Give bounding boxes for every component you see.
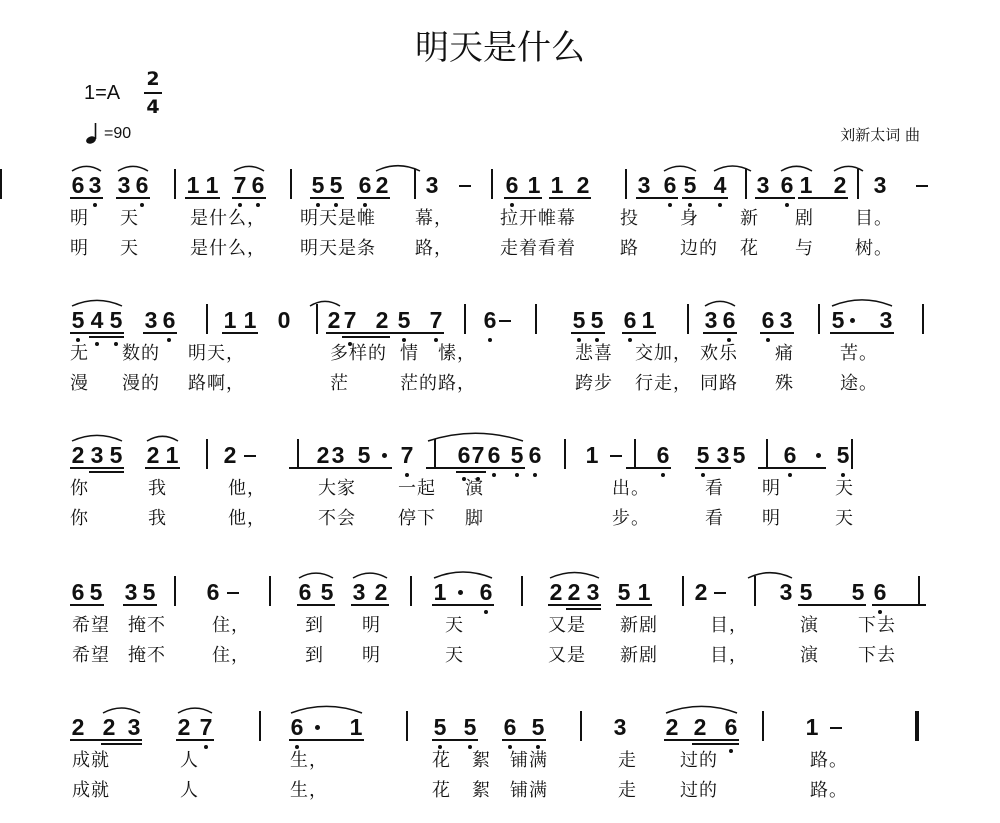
lyric-text: 路。 [810, 750, 848, 771]
note: 2 [665, 714, 679, 740]
lyric-text: 铺满 [510, 780, 548, 801]
time-signature-bottom: 4 [146, 96, 160, 118]
note: 2 [694, 579, 708, 605]
slur-layer [0, 155, 1000, 215]
lyric-text: 欢乐 [700, 343, 738, 364]
slur [118, 166, 148, 171]
lyric-text: 天 [445, 615, 464, 636]
lyric-text: 希望 [72, 615, 110, 636]
lyric-text: 看 [705, 478, 724, 499]
note: 5 [799, 579, 813, 605]
slur-layer [0, 290, 1000, 350]
lyric-text: 漫 [70, 373, 89, 394]
note: 6 [724, 714, 738, 740]
note: 1 [585, 442, 599, 468]
key-signature: 1=A [84, 82, 121, 104]
note: 6 [135, 172, 149, 198]
lyric-text: 情 [400, 343, 419, 364]
note: 6 [457, 442, 471, 468]
lyric-text: 生， [290, 780, 328, 801]
note: 5 [142, 579, 156, 605]
score-system [0, 290, 1000, 410]
lyric-text: 一起 [398, 478, 436, 499]
slur-layer [0, 425, 1000, 485]
note: 5 [510, 442, 524, 468]
note: 1 [550, 172, 564, 198]
note: 1 [186, 172, 200, 198]
note: 5 [89, 579, 103, 605]
lyric-text: 明 [362, 615, 381, 636]
note: 6 [358, 172, 372, 198]
lyric-text: 明 [762, 478, 781, 499]
note: 2 [375, 307, 389, 333]
lyric-text: 脚 [465, 508, 484, 529]
note: 7 [233, 172, 247, 198]
lyric-text: 投 [620, 208, 639, 229]
tempo-marking [84, 122, 131, 144]
note: 6 [162, 307, 176, 333]
lyric-text: 跨步 [575, 373, 613, 394]
note: 6 [479, 579, 493, 605]
lyric-text: 停下 [398, 508, 436, 529]
lyric-text: 又是 [548, 615, 586, 636]
lyric-text: 住， [212, 615, 250, 636]
note: 1 [223, 307, 237, 333]
slur [178, 708, 212, 713]
lyric-text: 出。 [612, 478, 650, 499]
lyric-text: 新剧 [620, 615, 658, 636]
lyric-text: 成就 [72, 750, 110, 771]
note: 3 [352, 579, 366, 605]
note: 6 [298, 579, 312, 605]
note: 5 [732, 442, 746, 468]
note: 6 [487, 442, 501, 468]
lyric-text: 是什么， [190, 238, 266, 259]
note: 5 [572, 307, 586, 333]
time-signature [144, 68, 162, 118]
music-line [0, 697, 1000, 757]
lyric-text: 与 [795, 238, 814, 259]
lyric-text: 多样的 [330, 343, 387, 364]
note: 5 [831, 307, 845, 333]
slur [664, 166, 696, 171]
lyric-text: 明 [762, 508, 781, 529]
lyric-text: 幕， [415, 208, 453, 229]
note: 0 [277, 307, 291, 333]
lyric-text: 花 [740, 238, 759, 259]
lyric-text: 痛 [775, 343, 794, 364]
note: 3 [124, 579, 138, 605]
note: 5 [851, 579, 865, 605]
note: 6 [71, 579, 85, 605]
note: 3 [117, 172, 131, 198]
quarter-note-icon [84, 122, 104, 144]
lyric-text: 茫 [330, 373, 349, 394]
slur [291, 706, 362, 713]
note: 2 [576, 172, 590, 198]
lyric-text: 天 [835, 478, 854, 499]
music-line [0, 155, 1000, 215]
lyric-text: 目。 [855, 208, 893, 229]
note: 4 [90, 307, 104, 333]
score-system [0, 697, 1000, 817]
lyric-text: 演 [800, 645, 819, 666]
lyric-text: 漫的 [122, 373, 160, 394]
note: 7 [429, 307, 443, 333]
lyric-text: 明 [362, 645, 381, 666]
note: 5 [109, 442, 123, 468]
lyric-text: 过的 [680, 750, 718, 771]
note: 2 [327, 307, 341, 333]
lyric-text: 路 [620, 238, 639, 259]
lyric-text: 明天是帷 [300, 208, 376, 229]
note: 2 [102, 714, 116, 740]
slur [234, 166, 264, 171]
note: 2 [833, 172, 847, 198]
slur [428, 433, 523, 441]
note: 2 [316, 442, 330, 468]
note: 6 [780, 172, 794, 198]
lyric-text: 剧 [795, 208, 814, 229]
note: 3 [704, 307, 718, 333]
score-system [0, 155, 1000, 275]
lyric-text: 无 [70, 343, 89, 364]
slur [434, 572, 492, 578]
lyric-text: 过的 [680, 780, 718, 801]
note: 5 [463, 714, 477, 740]
note: 1 [243, 307, 257, 333]
note: 4 [713, 172, 727, 198]
lyric-text: 絮 [472, 780, 491, 801]
lyric-text: 明天， [188, 343, 245, 364]
lyric-text: 花 [432, 750, 451, 771]
lyric-text: 走 [618, 780, 637, 801]
note: 3 [779, 579, 793, 605]
note: 3 [879, 307, 893, 333]
note: 1 [205, 172, 219, 198]
slur [705, 301, 735, 306]
lyric-text: 明天是条 [300, 238, 376, 259]
lyric-text: 我 [148, 508, 167, 529]
note: 6 [656, 442, 670, 468]
lyric-text: 他， [228, 508, 266, 529]
note: 5 [320, 579, 334, 605]
note: 3 [144, 307, 158, 333]
note: 6 [71, 172, 85, 198]
credits: 刘新太词 曲 [840, 126, 920, 144]
note: 5 [433, 714, 447, 740]
slur [72, 166, 101, 171]
slur [72, 300, 122, 306]
note: 7 [400, 442, 414, 468]
lyric-text: 拉开帷幕 [500, 208, 576, 229]
lyric-text: 希望 [72, 645, 110, 666]
lyric-text: 到 [305, 645, 324, 666]
slur [376, 166, 420, 171]
lyric-text: 走 [618, 750, 637, 771]
note: 1 [799, 172, 813, 198]
lyric-text: 行走， [635, 373, 692, 394]
note: 5 [311, 172, 325, 198]
lyric-text: 悲喜 [575, 343, 613, 364]
lyric-text: 树。 [855, 238, 893, 259]
note: 6 [722, 307, 736, 333]
slur [781, 166, 812, 171]
note: 2 [71, 714, 85, 740]
note: 3 [127, 714, 141, 740]
lyric-text: 愫， [438, 343, 476, 364]
lyric-text: 不会 [318, 508, 356, 529]
lyric-text: 路， [438, 373, 476, 394]
note: 1 [349, 714, 363, 740]
note: 6 [873, 579, 887, 605]
lyric-text: 天 [120, 208, 139, 229]
lyric-text: 途。 [840, 373, 878, 394]
note: 2 [223, 442, 237, 468]
note: 6 [761, 307, 775, 333]
note: 6 [483, 307, 497, 333]
note: 3 [331, 442, 345, 468]
note: 5 [397, 307, 411, 333]
note: 6 [663, 172, 677, 198]
note: 2 [146, 442, 160, 468]
lyric-text: 我 [148, 478, 167, 499]
slur [666, 706, 737, 713]
note: 5 [357, 442, 371, 468]
lyric-text: 人 [180, 780, 199, 801]
note: 1 [527, 172, 541, 198]
slur [748, 573, 792, 578]
note: 3 [90, 442, 104, 468]
note: 1 [805, 714, 819, 740]
lyric-text: 掩不 [128, 615, 166, 636]
lyric-text: 路， [415, 238, 453, 259]
note: 3 [779, 307, 793, 333]
lyric-text: 他， [228, 478, 266, 499]
note: 5 [531, 714, 545, 740]
lyric-text: 絮 [472, 750, 491, 771]
note: 1 [165, 442, 179, 468]
slur-layer [0, 697, 1000, 757]
lyric-text: 演 [465, 478, 484, 499]
note: 1 [637, 579, 651, 605]
music-line [0, 425, 1000, 485]
note: 3 [586, 579, 600, 605]
note: 6 [251, 172, 265, 198]
time-signature-top: 2 [146, 68, 160, 90]
note: 6 [783, 442, 797, 468]
note: 3 [873, 172, 887, 198]
note: 1 [641, 307, 655, 333]
note: 5 [109, 307, 123, 333]
lyric-text: 住， [212, 645, 250, 666]
lyric-text: 明 [70, 208, 89, 229]
note: 5 [590, 307, 604, 333]
note: 7 [199, 714, 213, 740]
lyric-text: 演 [800, 615, 819, 636]
note: 2 [177, 714, 191, 740]
note: 7 [471, 442, 485, 468]
lyric-text: 茫的 [400, 373, 438, 394]
score-system [0, 425, 1000, 545]
lyric-text: 大家 [318, 478, 356, 499]
note: 5 [683, 172, 697, 198]
note: 3 [637, 172, 651, 198]
lyric-text: 看 [705, 508, 724, 529]
slur [834, 166, 863, 171]
note: 3 [88, 172, 102, 198]
lyric-text: 你 [70, 478, 89, 499]
lyric-text: 是什么， [190, 208, 266, 229]
note: 7 [343, 307, 357, 333]
note: 2 [567, 579, 581, 605]
slur [714, 166, 751, 171]
lyric-text: 交加， [635, 343, 692, 364]
note: 5 [329, 172, 343, 198]
slur [353, 573, 387, 578]
lyric-text: 走着看着 [500, 238, 576, 259]
lyric-text: 边的 [680, 238, 718, 259]
lyric-text: 殊 [775, 373, 794, 394]
note: 2 [549, 579, 563, 605]
lyric-text: 路。 [810, 780, 848, 801]
score-system [0, 562, 1000, 682]
lyric-text: 花 [432, 780, 451, 801]
note: 2 [693, 714, 707, 740]
lyric-text: 明 [70, 238, 89, 259]
slur [72, 435, 122, 441]
music-line [0, 290, 1000, 350]
lyric-text: 铺满 [510, 750, 548, 771]
slur [550, 572, 599, 578]
lyric-text: 步。 [612, 508, 650, 529]
song-title: 明天是什么 [415, 28, 585, 68]
tempo-value: =90 [104, 125, 132, 142]
note: 5 [71, 307, 85, 333]
lyric-text: 目， [710, 615, 748, 636]
lyric-text: 同路 [700, 373, 738, 394]
lyric-text: 到 [305, 615, 324, 636]
lyric-text: 身 [680, 208, 699, 229]
note: 3 [613, 714, 627, 740]
note: 3 [756, 172, 770, 198]
time-signature-line [144, 92, 162, 94]
note: 5 [617, 579, 631, 605]
lyric-text: 目， [710, 645, 748, 666]
slur [310, 301, 340, 306]
slur [103, 708, 140, 713]
note: 2 [374, 579, 388, 605]
lyric-text: 数的 [122, 343, 160, 364]
note: 6 [503, 714, 517, 740]
lyric-text: 天 [445, 645, 464, 666]
note: 6 [623, 307, 637, 333]
lyric-text: 掩不 [128, 645, 166, 666]
lyric-text: 天 [835, 508, 854, 529]
note: 5 [696, 442, 710, 468]
lyric-text: 人 [180, 750, 199, 771]
lyric-text: 成就 [72, 780, 110, 801]
note: 6 [505, 172, 519, 198]
lyric-text: 你 [70, 508, 89, 529]
slur [147, 436, 178, 441]
music-line [0, 562, 1000, 622]
lyric-text: 下去 [858, 615, 896, 636]
note: 6 [206, 579, 220, 605]
lyric-text: 新剧 [620, 645, 658, 666]
slur [832, 300, 892, 306]
lyric-text: 路啊， [188, 373, 245, 394]
slur-layer [0, 562, 1000, 622]
lyric-text: 生， [290, 750, 328, 771]
lyric-text: 又是 [548, 645, 586, 666]
slur [299, 573, 333, 578]
lyric-text: 天 [120, 238, 139, 259]
lyric-text: 下去 [858, 645, 896, 666]
note: 2 [375, 172, 389, 198]
note: 6 [528, 442, 542, 468]
lyric-text: 苦。 [840, 343, 878, 364]
note: 2 [71, 442, 85, 468]
note: 6 [290, 714, 304, 740]
note: 1 [433, 579, 447, 605]
note: 5 [836, 442, 850, 468]
lyric-text: 新 [740, 208, 759, 229]
note: 3 [716, 442, 730, 468]
note: 3 [425, 172, 439, 198]
